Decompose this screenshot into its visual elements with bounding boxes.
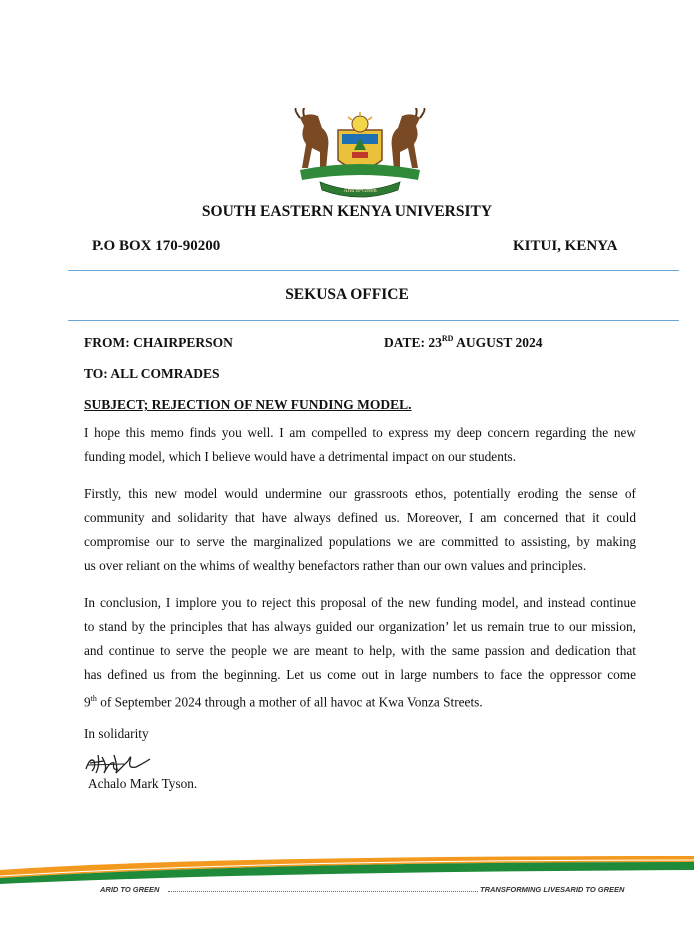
footer-right-text: TRANSFORMING LIVESARID TO GREEN: [480, 885, 625, 894]
paragraph-1: [84, 421, 636, 469]
header-divider-bottom: [68, 320, 679, 321]
paragraph-3: [84, 591, 636, 714]
paragraph-3-line: has defined us from the beginning. Let us come out in large numbers to face the oppressor come: [84, 667, 636, 682]
day-ordinal: th: [90, 694, 97, 703]
paragraph-2-line: us over reliant on the whims of wealthy benefactors rather than our own values and principles.: [84, 558, 587, 573]
university-crest-icon: [290, 108, 430, 200]
location: KITUI, KENYA: [513, 238, 618, 254]
signer-name: Achalo Mark Tyson.: [88, 776, 198, 791]
paragraph-3-line: [84, 687, 636, 714]
paragraph-2-line: Firstly, this new model would undermine our grassroots ethos, potentially eroding the sense of: [84, 486, 636, 501]
university-name: SOUTH EASTERN KENYA UNIVERSITY: [201, 203, 493, 220]
motto-text: Arid to Green: [343, 188, 377, 194]
memo-date-suffix: RD: [441, 334, 454, 343]
day-number: 9: [84, 694, 91, 710]
office-title: SEKUSA OFFICE: [285, 286, 409, 303]
memo-date-rest: AUGUST 2024: [453, 335, 543, 350]
footer-dotted-line: [168, 891, 478, 892]
paragraph-2: [84, 482, 636, 578]
memo-from: FROM: CHAIRPERSON: [84, 335, 233, 350]
handwritten-signature-icon: [84, 747, 154, 775]
po-box: P.O BOX 170-90200: [92, 238, 221, 254]
memo-date: [384, 335, 542, 351]
paragraph-3-line: In conclusion, I implore you to reject this proposal of the new funding model, and instead continue: [84, 595, 636, 610]
memo-subject: SUBJECT; REJECTION OF NEW FUNDING MODEL.: [84, 397, 412, 412]
paragraph-3-line: and continue to serve the people we are meant to help, with the same passion and dedication that: [84, 643, 636, 658]
paragraph-2-line: community and solidarity that have always defined us. Moreover, I am concerned that it could: [84, 510, 636, 525]
paragraph-3-ending: of September 2024 through a mother of all havoc at Kwa Vonza Streets.: [96, 694, 483, 710]
paragraph-1-line: I hope this memo finds you well. I am compelled to express my deep concern regarding the new: [84, 425, 636, 440]
header-divider-top: [68, 270, 679, 271]
sign-off: In solidarity: [84, 726, 149, 741]
paragraph-1-line: funding model, which I believe would have a detrimental impact on our students.: [84, 449, 517, 464]
paragraph-3-line: to stand by the principles that has always guided our organization’ let us remain true to our mission,: [84, 619, 636, 634]
memo-to: TO: ALL COMRADES: [84, 366, 220, 381]
footer-left-text: ARID TO GREEN: [100, 885, 160, 894]
paragraph-2-line: compromise our to serve the marginalized populations we are committed to assisting, by making: [84, 534, 636, 549]
footer-swoosh-decoration: [0, 848, 694, 888]
memo-date-prefix: DATE: 23: [384, 335, 442, 350]
